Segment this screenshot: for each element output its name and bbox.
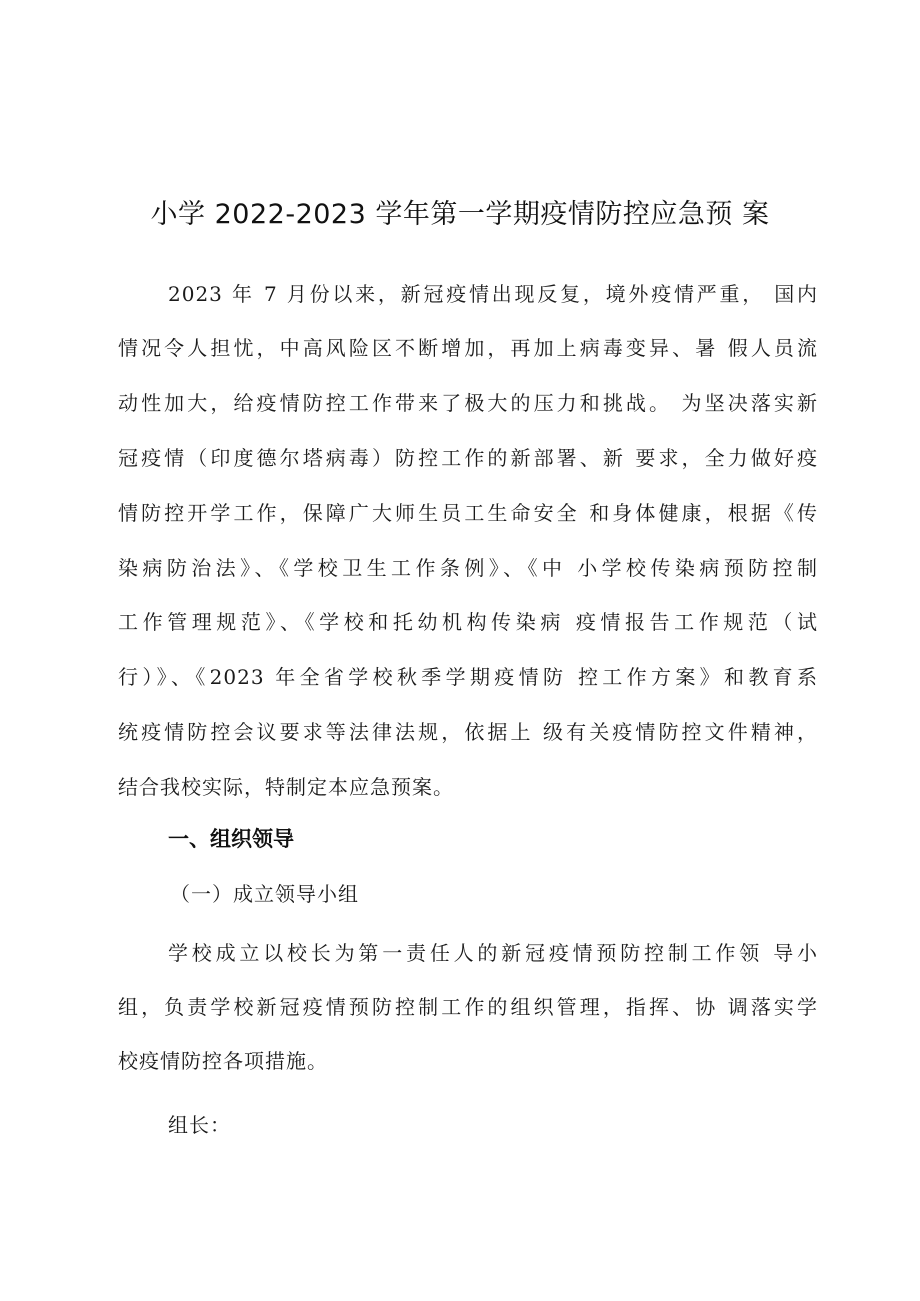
leader-label: 组长： [168, 1113, 231, 1137]
paragraph-line: 情况令人担忧，中高风险区不断增加，再加上病毒变异、暑 假人员流 [118, 336, 818, 360]
paragraph-line: 组，负责学校新冠疫情预防控制工作的组织管理，指挥、协 调落实学 [118, 995, 818, 1019]
paragraph-line: 染病防治法》、《学校卫生工作条例》、《中 小学校传染病预防控制 [118, 556, 818, 580]
paragraph-line: 2023 年 7 月份以来，新冠疫情出现反复，境外疫情严重， 国内 [168, 282, 818, 306]
section-heading: 一、组织领导 [168, 827, 294, 851]
document-title: 小学 2022-2023 学年第一学期疫情防控应急预 案 [150, 199, 770, 230]
paragraph-line: 学校成立以校长为第一责任人的新冠疫情预防控制工作领 导小 [168, 941, 818, 965]
paragraph-line: 结合我校实际，特制定本应急预案。 [118, 775, 454, 799]
paragraph-line: 统疫情防控会议要求等法律法规，依据上 级有关疫情防控文件精神， [118, 720, 818, 744]
paragraph-line: 冠疫情（印度德尔塔病毒）防控工作的新部署、新 要求，全力做好疫 [118, 446, 818, 470]
paragraph-line: 工作管理规范》、《学校和托幼机构传染病 疫情报告工作规范（试 [118, 610, 818, 634]
paragraph-line: 情防控开学工作，保障广大师生员工生命安全 和身体健康，根据《传 [118, 501, 818, 525]
paragraph-line: 动性加大，给疫情防控工作带来了极大的压力和挑战。 为坚决落实新 [118, 391, 818, 415]
paragraph-line: 校疫情防控各项措施。 [118, 1049, 328, 1073]
paragraph-line: 行）》、《2023 年全省学校秋季学期疫情防 控工作方案》和教育系 [118, 665, 818, 689]
subsection-heading: （一）成立领导小组 [170, 882, 359, 906]
